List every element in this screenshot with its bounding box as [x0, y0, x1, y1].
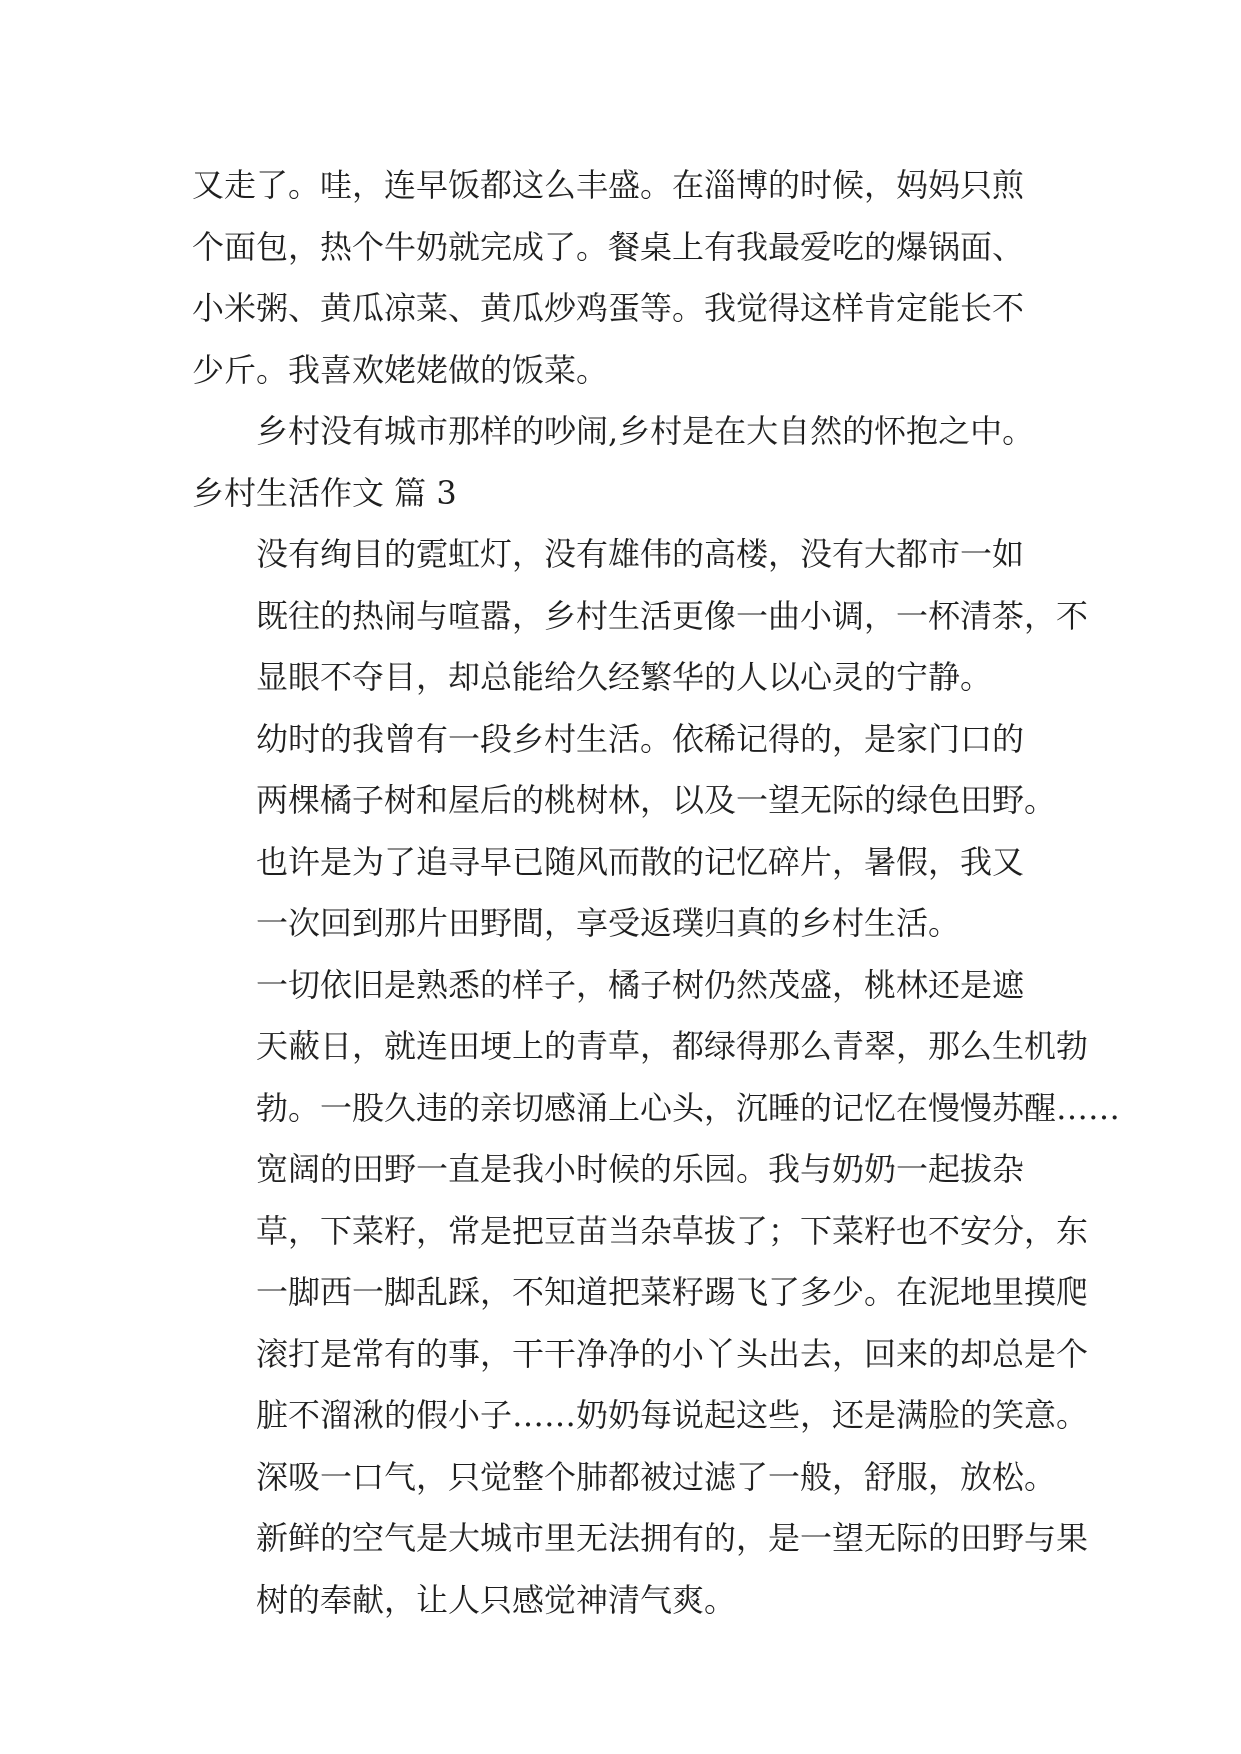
- text-line: 勃。一股久违的亲切感涌上心头，沉睡的记忆在慢慢苏醒……: [256, 1088, 1121, 1127]
- text-line: 一脚西一脚乱踩，不知道把菜籽踢飞了多少。在泥地里摸爬: [256, 1273, 1089, 1311]
- text-line: 新鲜的空气是大城市里无法拥有的，是一望无际的田野与果: [256, 1519, 1089, 1557]
- text-line: 乡村没有城市那样的吵闹,乡村是在大自然的怀抱之中。: [256, 412, 1035, 450]
- text-line: 脏不溜湫的假小子……奶奶每说起这些，还是满脸的笑意。: [256, 1396, 1089, 1434]
- paragraph: [192, 1139, 1089, 1447]
- paragraph: [192, 955, 1121, 1140]
- text-line: 两棵橘子树和屋后的桃树林，以及一望无际的绿色田野。: [256, 781, 1057, 819]
- text-line: 滚打是常有的事，干干净净的小丫头出去，回来的却总是个: [256, 1334, 1089, 1373]
- text-line: 小米粥、黄瓜凉菜、黄瓜炒鸡蛋等。我觉得这样肯定能长不: [192, 289, 1025, 327]
- text-line: 宽阔的田野一直是我小时候的乐园。我与奶奶一起拔杂: [256, 1150, 1025, 1188]
- paragraph: [192, 709, 1072, 832]
- text-line: 也许是为了追寻早已随风而散的记忆碎片，暑假，我又: [256, 842, 1025, 881]
- paragraph: [192, 1447, 1089, 1632]
- text-line: 显眼不夺目，却总能给久经繁华的人以心灵的宁静。: [256, 658, 993, 696]
- paragraph: [192, 401, 1072, 463]
- text-line: 一切依旧是熟悉的样子，橘子树仍然茂盛，桃林还是遮: [256, 965, 1025, 1004]
- text-line: 深吸一口气，只觉整个肺都被过滤了一般，舒服，放松。: [256, 1457, 1057, 1496]
- section-heading: [192, 463, 1072, 525]
- document-body: [192, 155, 1121, 1631]
- paragraph: [192, 832, 1072, 955]
- text-line: 少斤。我喜欢姥姥做的饭菜。: [192, 350, 609, 389]
- paragraph: [192, 155, 1072, 401]
- text-line: 幼时的我曾有一段乡村生活。依稀记得的，是家门口的: [256, 719, 1025, 758]
- text-line: 又走了。哇，连早饭都这么丰盛。在淄博的时候，妈妈只煎: [192, 166, 1025, 204]
- paragraph: [192, 524, 1089, 709]
- heading-text: 乡村生活作文 篇 3: [192, 473, 457, 512]
- text-line: 天蔽日，就连田埂上的青草，都绿得那么青翠，那么生机勃: [256, 1027, 1089, 1065]
- text-line: 树的奉献，让人只感觉神清气爽。: [256, 1580, 737, 1619]
- text-line: 既往的热闹与喧嚣，乡村生活更像一曲小调，一杯清茶，不: [256, 596, 1089, 635]
- text-line: 个面包，热个牛奶就完成了。餐桌上有我最爱吃的爆锅面、: [192, 227, 1025, 266]
- text-line: 草，下菜籽，常是把豆苗当杂草拔了；下菜籽也不安分，东: [256, 1211, 1089, 1250]
- text-line: 没有绚目的霓虹灯，没有雄伟的高楼，没有大都市一如: [256, 535, 1025, 573]
- text-line: 一次回到那片田野間，享受返璞归真的乡村生活。: [256, 904, 961, 942]
